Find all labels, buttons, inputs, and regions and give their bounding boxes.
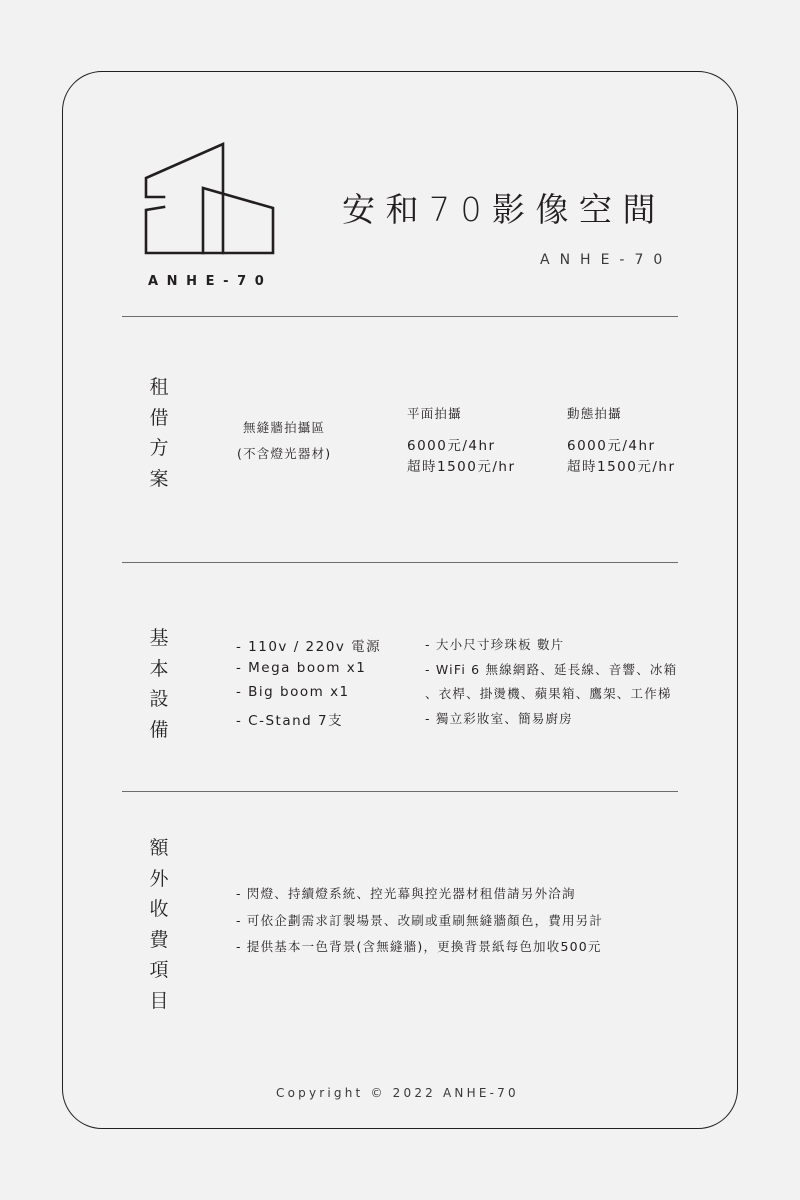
- equipment-list-right: [425, 635, 677, 733]
- plan-overtime: 超時1500元/hr: [407, 459, 516, 475]
- section-heading-equipment: 基本設備: [149, 627, 169, 741]
- equipment-list-left: [236, 635, 381, 733]
- extras-list: [236, 884, 603, 964]
- divider: [122, 562, 678, 563]
- list-item: - 閃燈、持續燈系統、控光幕與控光器材租借請另外洽詢: [236, 886, 576, 901]
- list-item: - Mega boom x1: [236, 659, 367, 676]
- page-title: 安和70影像空間: [342, 190, 666, 229]
- list-item: - Big boom x1: [236, 684, 350, 700]
- list-item: - C-Stand 7支: [236, 712, 344, 729]
- divider: [122, 791, 678, 792]
- list-item: - 提供基本一色背景(含無縫牆)，更換背景紙每色加收500元: [236, 939, 602, 954]
- list-item: - 大小尺寸珍珠板 數片: [425, 637, 565, 652]
- building-logo-icon: [143, 140, 277, 258]
- list-item: - 可依企劃需求訂製場景、改刷或重刷無縫牆顏色，費用另計: [236, 912, 604, 928]
- list-item: - 110v / 220v 電源: [236, 639, 382, 655]
- plan-name: 動態拍攝: [567, 406, 622, 421]
- divider: [122, 316, 678, 317]
- plan-price: 6000元/4hr: [567, 438, 656, 454]
- logo-text: ANHE-70: [148, 274, 273, 289]
- area-note: (不含燈光器材): [237, 446, 332, 461]
- list-item: - WiFi 6 無線網路、延長線、音響、冰箱: [425, 661, 678, 677]
- plan-overtime: 超時1500元/hr: [567, 459, 676, 475]
- page-subtitle: ANHE-70: [540, 252, 673, 268]
- list-item: 、衣桿、掛燙機、蘋果箱、鷹架、工作梯: [425, 686, 672, 701]
- plan-name: 平面拍攝: [407, 406, 462, 421]
- section-heading-extras: 額外收費項目: [149, 837, 169, 1012]
- list-item: - 獨立彩妝室、簡易廚房: [425, 710, 573, 726]
- area-name: 無縫牆拍攝區: [243, 420, 326, 435]
- copyright-text: Copyright © 2022 ANHE-70: [276, 1086, 519, 1100]
- plan-price: 6000元/4hr: [407, 438, 496, 454]
- section-heading-rental: 租借方案: [149, 376, 169, 490]
